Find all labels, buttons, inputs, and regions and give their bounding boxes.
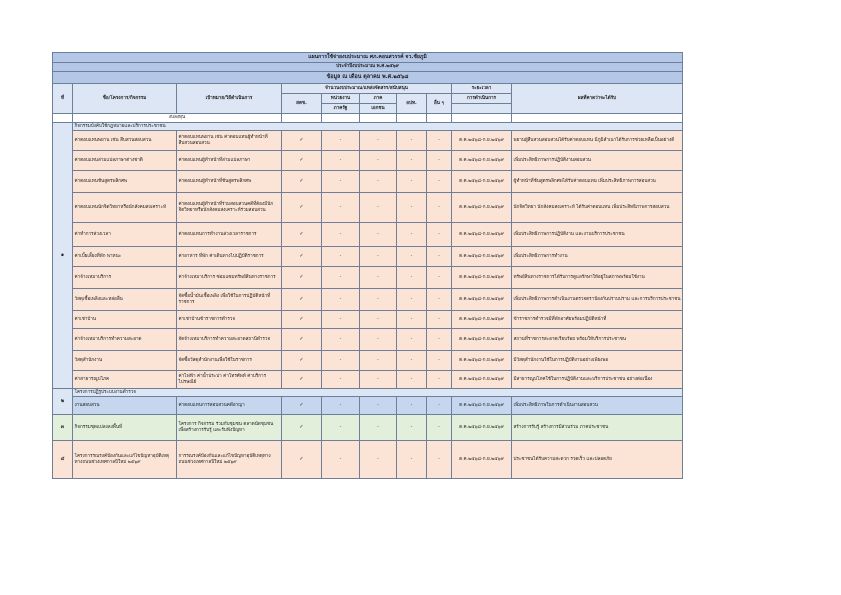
section-header-row — [53, 123, 683, 131]
result-cell: ประชาชนได้รับความสะดวก รวดเร็ว และปลอดภัย — [512, 441, 683, 479]
period-cell: ต.ค.๒๕๖๘-ก.ย.๒๕๖๙ — [452, 351, 512, 371]
header-result: ผลที่คาดว่าจะได้รับ — [512, 84, 683, 114]
budget-agency-cell: - — [322, 311, 360, 329]
project-cell: วัสดุเชื้อเพลิงและหล่อลื่น — [73, 289, 177, 311]
budget-local-cell: - — [397, 171, 427, 193]
budget-private-cell: - — [360, 415, 397, 441]
period-cell: ต.ค.๒๕๖๘-ก.ย.๒๕๖๙ — [452, 371, 512, 389]
budget-agency-cell: - — [322, 415, 360, 441]
table-row — [53, 223, 683, 247]
budget-private-cell: - — [360, 247, 397, 267]
budget-agency-cell: - — [322, 223, 360, 247]
header-target: เป้าหมาย/วิธีดำเนินการ — [177, 84, 282, 114]
budget-local-cell: - — [397, 289, 427, 311]
result-cell: เพิ่มประสิทธิภาพการปฏิบัติงาน และงานบริการประชาชน — [512, 223, 683, 247]
header-no: ที่ — [53, 84, 73, 114]
budget-other-cell: - — [427, 171, 452, 193]
section-header: โครงการปฏิรูประบบงานตำรวจ — [73, 389, 683, 397]
budget-private-cell: - — [360, 131, 397, 151]
budget-agency-cell: - — [322, 171, 360, 193]
budget-type-label: งบลงทุน — [73, 114, 282, 123]
header-private-1: ภาค — [360, 94, 397, 104]
budget-private-cell: - — [360, 329, 397, 351]
result-cell: สร้างการรับรู้ สร้างการมีส่วนร่วม ภาคประชาชน — [512, 415, 683, 441]
header-period: การดำเนินการ — [452, 94, 512, 104]
period-cell: ต.ค.๒๕๖๘-ก.ย.๒๕๖๙ — [452, 415, 512, 441]
budget-police-cell: ✓ — [282, 267, 322, 289]
title-line-3: ข้อมูล ณ เดือน ตุลาคม พ.ศ.๒๕๖๘ — [53, 72, 683, 84]
budget-agency-cell: - — [322, 247, 360, 267]
budget-other-cell: - — [427, 131, 452, 151]
budget-private-cell: - — [360, 151, 397, 171]
budget-private-cell: - — [360, 311, 397, 329]
period-cell: ต.ค.๒๕๖๘-ก.ย.๒๕๖๙ — [452, 311, 512, 329]
target-cell: ค่าอาหาร ที่พัก ค่าเดินทางไปปฏิบัติราชการ — [177, 247, 282, 267]
budget-private-cell: - — [360, 289, 397, 311]
budget-other-cell: - — [427, 193, 452, 223]
budget-agency-cell: - — [322, 131, 360, 151]
budget-local-cell: - — [397, 193, 427, 223]
budget-agency-cell: - — [322, 371, 360, 389]
budget-police-cell: ✓ — [282, 131, 322, 151]
table-row — [53, 441, 683, 479]
target-cell: จัดซื้อวัสดุสำนักงานเพื่อใช้ในราชการ — [177, 351, 282, 371]
header-private-2: เอกชน — [360, 104, 397, 114]
budget-police-cell: ✓ — [282, 397, 322, 415]
period-cell: ต.ค.๒๕๖๘-ก.ย.๒๕๖๙ — [452, 193, 512, 223]
budget-other-cell: - — [427, 329, 452, 351]
budget-other-cell: - — [427, 311, 452, 329]
budget-police-cell: ✓ — [282, 171, 322, 193]
budget-local-cell: - — [397, 131, 427, 151]
target-cell: ค่าจ้างเหมาบริการ ซ่อมแซมทรัพย์สินทางราชการ — [177, 267, 282, 289]
target-cell: ค่าตอบแทนพยาน เช่น ค่าตอบแทนผู้ทำหน้าที่สืบสวนสอบสวน — [177, 131, 282, 151]
header-budget-group: จำนวนงบประมาณ/แหล่งจัดสรร/สนับสนุน — [282, 84, 452, 94]
table-row — [53, 289, 683, 311]
section-number: ๑ — [53, 123, 73, 389]
project-cell: ค่าตอบแทนล่ามแปลภาษาต่างชาติ — [73, 151, 177, 171]
header-local: อปท. — [397, 94, 427, 114]
table-row — [53, 171, 683, 193]
budget-other-cell: - — [427, 223, 452, 247]
budget-police-cell: ✓ — [282, 193, 322, 223]
budget-other-cell: - — [427, 289, 452, 311]
project-cell: งานสอบสวน — [73, 397, 177, 415]
budget-police-cell: ✓ — [282, 247, 322, 267]
budget-local-cell: - — [397, 247, 427, 267]
result-cell: เพิ่มประสิทธิภาพการดำเนินงานตรวจตราป้องกันปราบปราม และการบริการประชาชน — [512, 289, 683, 311]
target-cell: ค่าตอบแทนการสอบสวนคดีอาญา — [177, 397, 282, 415]
budget-private-cell: - — [360, 351, 397, 371]
header-period-blank — [452, 104, 512, 114]
budget-other-cell: - — [427, 247, 452, 267]
period-cell: ต.ค.๒๕๖๘-ก.ย.๒๕๖๙ — [452, 289, 512, 311]
budget-local-cell: - — [397, 415, 427, 441]
budget-local-cell: - — [397, 397, 427, 415]
table-row — [53, 415, 683, 441]
budget-agency-cell: - — [322, 151, 360, 171]
table-row — [53, 371, 683, 389]
table-row — [53, 311, 683, 329]
section-number: ๔ — [53, 441, 73, 479]
result-cell: สถานที่ราชการสะอาดเรียบร้อย พร้อมให้บริการประชาชน — [512, 329, 683, 351]
budget-local-cell: - — [397, 329, 427, 351]
budget-private-cell: - — [360, 441, 397, 479]
target-cell: ค่าตอบแทนผู้ทำหน้าที่ร่วมสอบสวนคดีที่ต้องมีนักจิตวิทยาหรือนักสังคมสงเคราะห์ร่วมสอบสวน — [177, 193, 282, 223]
budget-police-cell: ✓ — [282, 289, 322, 311]
header-project: ชื่อ/โครงการ/กิจกรรม — [73, 84, 177, 114]
budget-local-cell: - — [397, 151, 427, 171]
budget-other-cell: - — [427, 371, 452, 389]
table-row — [53, 151, 683, 171]
budget-other-cell: - — [427, 151, 452, 171]
table-row — [53, 247, 683, 267]
period-cell: ต.ค.๒๕๖๘-ก.ย.๒๕๖๙ — [452, 267, 512, 289]
budget-agency-cell: - — [322, 397, 360, 415]
budget-police-cell: ✓ — [282, 329, 322, 351]
target-cell: การรณรงค์ป้องกันและแก้ไขปัญหาอุบัติเหตุทางถนนช่วงเทศกาลปีใหม่ ๒๕๖๙ — [177, 441, 282, 479]
budget-police-cell: ✓ — [282, 415, 322, 441]
period-cell: ต.ค.๒๕๖๘-ก.ย.๒๕๖๙ — [452, 247, 512, 267]
project-cell: ค่าทำการล่วงเวลา — [73, 223, 177, 247]
target-cell: ค่าตอบแทนผู้ทำหน้าที่ล่ามแปลภาษา — [177, 151, 282, 171]
budget-private-cell: - — [360, 171, 397, 193]
header-period-group: ระยะเวลา — [452, 84, 512, 94]
budget-local-cell: - — [397, 311, 427, 329]
section-number: ๓ — [53, 415, 73, 441]
budget-private-cell: - — [360, 193, 397, 223]
title-line-1: แผนการใช้จ่ายงบประมาณ ศภ.คอนสวรรค์ จว.ชัยภูมิ — [53, 53, 683, 63]
project-cell: ค่าตอบแทนชันสูตรพลิกศพ — [73, 171, 177, 193]
project-cell: ค่าจ้างเหมาบริการทำความสะอาด — [73, 329, 177, 351]
period-cell: ต.ค.๒๕๖๘-ก.ย.๒๕๖๙ — [452, 131, 512, 151]
period-cell: ต.ค.๒๕๖๘-ก.ย.๒๕๖๙ — [452, 223, 512, 247]
table-row — [53, 131, 683, 151]
budget-police-cell: ✓ — [282, 223, 322, 247]
header-other: อื่น ๆ — [427, 94, 452, 114]
period-cell: ต.ค.๒๕๖๘-ก.ย.๒๕๖๙ — [452, 441, 512, 479]
period-cell: ต.ค.๒๕๖๘-ก.ย.๒๕๖๙ — [452, 171, 512, 193]
budget-police-cell: ✓ — [282, 371, 322, 389]
period-cell: ต.ค.๒๕๖๘-ก.ย.๒๕๖๙ — [452, 329, 512, 351]
result-cell: มีสาธารณูปโภคใช้ในการปฏิบัติงานและบริการประชาชน อย่างต่อเนื่อง — [512, 371, 683, 389]
table-row — [53, 397, 683, 415]
table-row — [53, 193, 683, 223]
project-cell: ค่าตอบแทนพยาน เช่น สืบสวนสอบสวน — [73, 131, 177, 151]
budget-agency-cell: - — [322, 441, 360, 479]
header-sor-por-tor: สตช. — [282, 94, 322, 114]
project-cell: วัสดุสำนักงาน — [73, 351, 177, 371]
project-cell: กิจกรรมชุดแปลงลงพื้นที่ — [73, 415, 177, 441]
project-cell: ค่าเบี้ยเลี้ยงที่พัก พาหนะ — [73, 247, 177, 267]
title-line-2: ประจำปีงบประมาณ พ.ศ.๒๕๖๙ — [53, 63, 683, 72]
result-cell: พยานผู้สืบสวนสอบสวนได้รับค่าตอบแทน มีภูมิลำเนาได้รับการช่วยเหลือเป็นอย่างดี — [512, 131, 683, 151]
result-cell: มีวัสดุสำนักงานใช้ในการปฏิบัติงานอย่างเพียงพอ — [512, 351, 683, 371]
budget-agency-cell: - — [322, 329, 360, 351]
section-header-row — [53, 389, 683, 397]
result-cell: ทรัพย์สินทางราชการได้รับการดูแลรักษาให้อยู่ในสภาพพร้อมใช้งาน — [512, 267, 683, 289]
header-agency-1: หน่วยงาน — [322, 94, 360, 104]
budget-police-cell: ✓ — [282, 351, 322, 371]
budget-private-cell: - — [360, 397, 397, 415]
target-cell: ค่าตอบแทนผู้ทำหน้าที่ชันสูตรพลิกศพ — [177, 171, 282, 193]
budget-other-cell: - — [427, 267, 452, 289]
project-cell: ค่าตอบแทนนักจิตวิทยาหรือนักสังคมสงเคราะห์ — [73, 193, 177, 223]
budget-local-cell: - — [397, 441, 427, 479]
target-cell: จัดซื้อน้ำมันเชื้อเพลิง เพื่อใช้ในการปฏิบัติหน้าที่ราชการ — [177, 289, 282, 311]
target-cell: ค่าไฟฟ้า ค่าน้ำประปา ค่าโทรศัพท์ ค่าบริการไปรษณีย์ — [177, 371, 282, 389]
budget-other-cell: - — [427, 397, 452, 415]
budget-other-cell: - — [427, 441, 452, 479]
budget-other-cell: - — [427, 415, 452, 441]
budget-agency-cell: - — [322, 289, 360, 311]
table-row — [53, 329, 683, 351]
budget-local-cell: - — [397, 223, 427, 247]
result-cell: เพิ่มประสิทธิภาพในการดำเนินงานสอบสวน — [512, 397, 683, 415]
target-cell: จัดจ้างเหมาบริการทำความสะอาดสถานีตำรวจ — [177, 329, 282, 351]
budget-agency-cell: - — [322, 351, 360, 371]
target-cell: ค่าตอบแทนการทำงานล่วงเวลาราชการ — [177, 223, 282, 247]
budget-private-cell: - — [360, 223, 397, 247]
period-cell: ต.ค.๒๕๖๘-ก.ย.๒๕๖๙ — [452, 397, 512, 415]
target-cell: ค่าเช่าบ้านข้าราชการตำรวจ — [177, 311, 282, 329]
project-cell: ค่าจ้างเหมาบริการ — [73, 267, 177, 289]
result-cell: เพิ่มประสิทธิภาพการปฏิบัติงานสอบสวน — [512, 151, 683, 171]
result-cell: ข้าราชการตำรวจมีที่พักอาศัยพร้อมปฏิบัติหน้าที่ — [512, 311, 683, 329]
budget-local-cell: - — [397, 267, 427, 289]
budget-local-cell: - — [397, 351, 427, 371]
result-cell: ผู้ทำหน้าที่ชันสูตรพลิกศพได้รับค่าตอบแทน เพิ่มประสิทธิภาพการสอบสวน — [512, 171, 683, 193]
table-row — [53, 351, 683, 371]
target-cell: โครงการ กิจกรรม ร่วมกับชุมชน ตลาดนัดชุมชน เพื่อสร้างการรับรู้ และรับฟังปัญหา — [177, 415, 282, 441]
budget-police-cell: ✓ — [282, 441, 322, 479]
budget-police-cell: ✓ — [282, 311, 322, 329]
budget-police-cell: ✓ — [282, 151, 322, 171]
budget-agency-cell: - — [322, 193, 360, 223]
period-cell: ต.ค.๒๕๖๘-ก.ย.๒๕๖๙ — [452, 151, 512, 171]
budget-other-cell: - — [427, 351, 452, 371]
section-number: ๒ — [53, 389, 73, 415]
project-cell: โครงการรณรงค์ป้องกันและแก้ไขปัญหาอุบัติเหตุทางถนนช่วงเทศกาลปีใหม่ ๒๕๖๙ — [73, 441, 177, 479]
budget-private-cell: - — [360, 267, 397, 289]
project-cell: ค่าเช่าบ้าน — [73, 311, 177, 329]
result-cell: นักจิตวิทยา นักสังคมสงเคราะห์ ได้รับค่าตอบแทน เพิ่มประสิทธิภาพการสอบสวน — [512, 193, 683, 223]
table-row — [53, 267, 683, 289]
budget-plan-table — [52, 52, 683, 479]
section-header: กิจกรรมบังคับใช้กฎหมายและบริการประชาชน — [73, 123, 683, 131]
budget-agency-cell: - — [322, 267, 360, 289]
project-cell: ค่าสาธารณูปโภค — [73, 371, 177, 389]
budget-local-cell: - — [397, 371, 427, 389]
budget-private-cell: - — [360, 371, 397, 389]
header-agency-2: ภาครัฐ — [322, 104, 360, 114]
result-cell: เพิ่มประสิทธิภาพการทำงาน — [512, 247, 683, 267]
